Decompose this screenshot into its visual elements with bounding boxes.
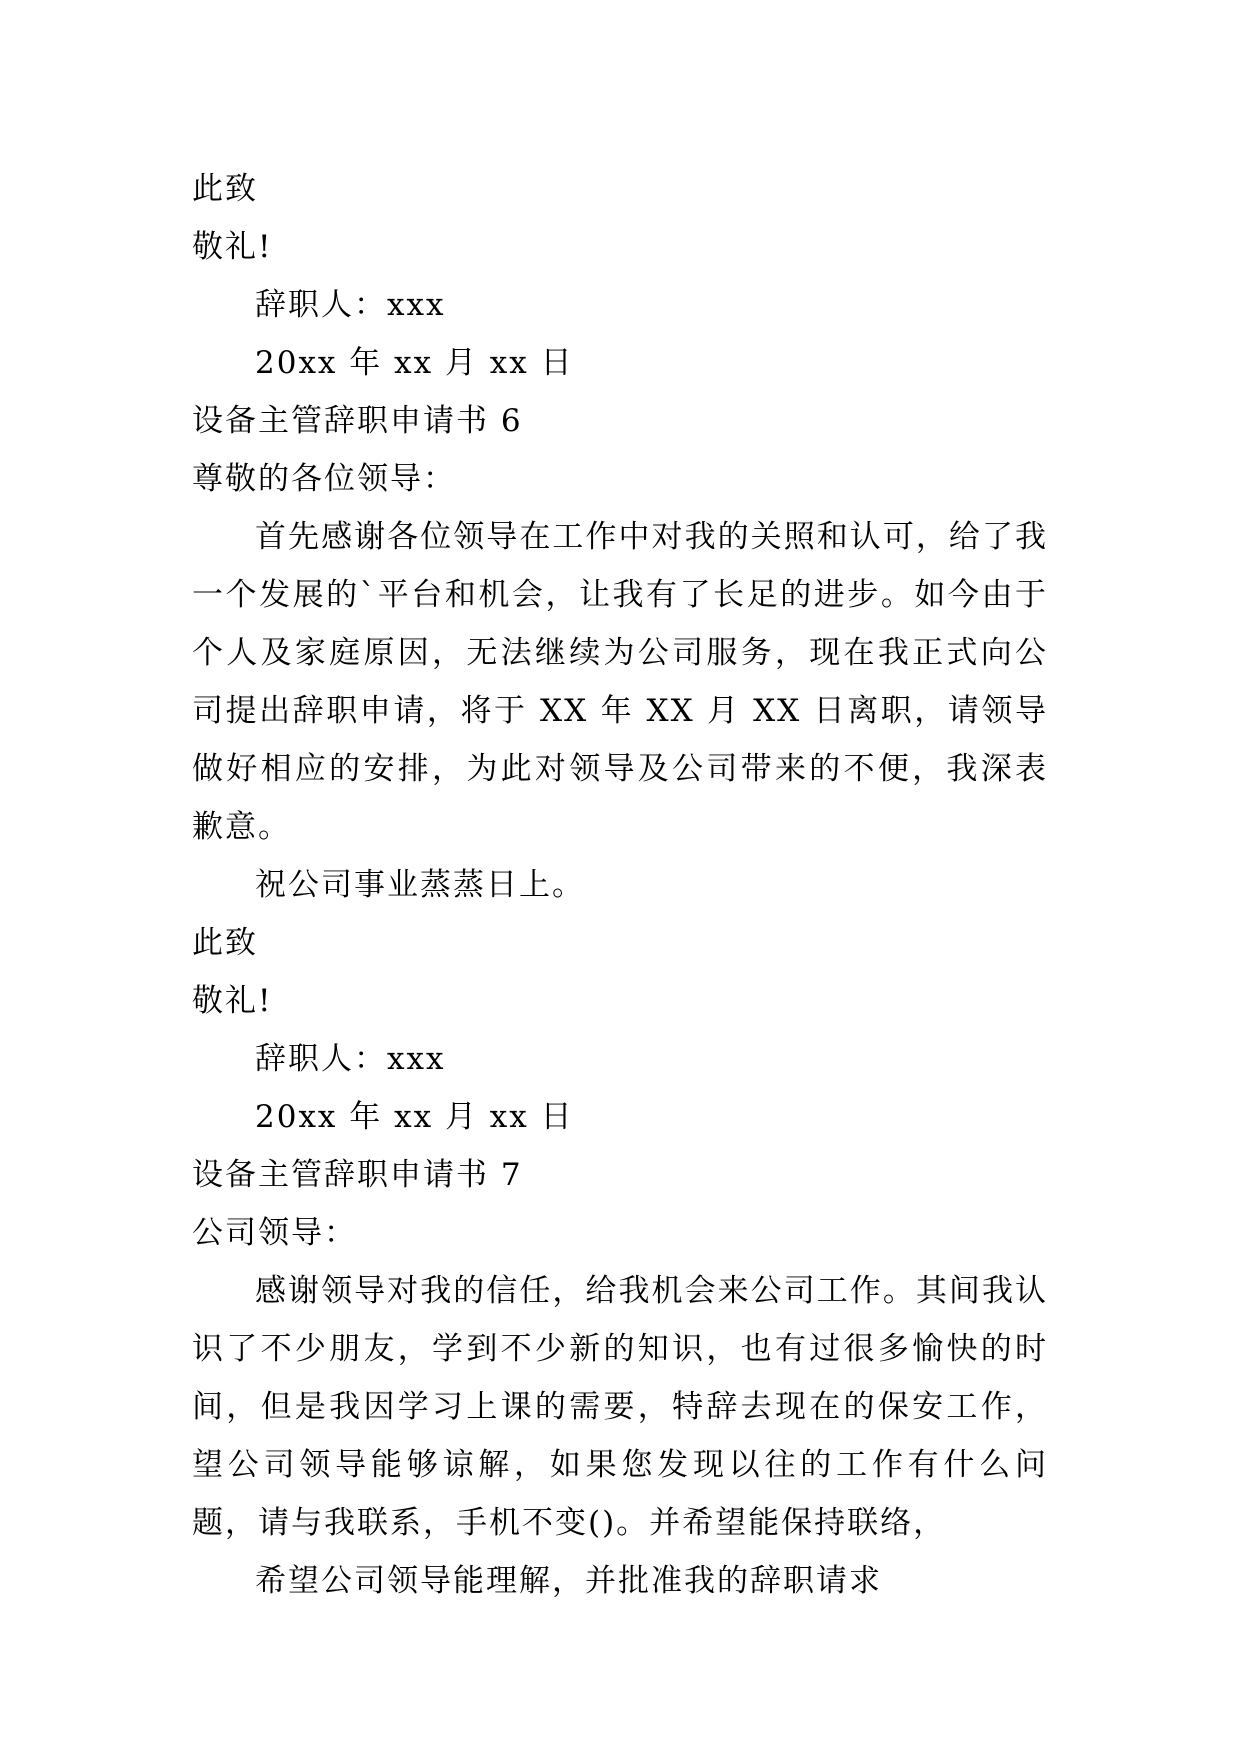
signature-date: 20xx 年 xx 月 xx 日 [255,345,574,381]
signature-resigner: 辞职人：xxx [255,287,446,323]
document-content [192,160,1048,1610]
closing-jing-li: 敬礼! [192,983,273,1019]
letter-title: 设备主管辞职申请书 6 [192,403,523,439]
signature-date: 20xx 年 xx 月 xx 日 [255,1099,574,1135]
closing-jing-li: 敬礼! [192,229,273,265]
letter-body-paragraph: 希望公司领导能理解，并批准我的辞职请求 [255,1563,882,1599]
signature-resigner: 辞职人：xxx [255,1041,446,1077]
letter-salutation: 尊敬的各位领导： [192,461,456,497]
closing-ci-zhi: 此致 [192,925,258,961]
letter-body-paragraph: 首先感谢各位领导在工作中对我的关照和认可，给了我一个发展的`平台和机会，让我有了长足的进步。如今由于个人及家庭原因，无法继续为公司服务，现在我正式向公司提出辞职申请，将于 XX 年 XX 月 XX 日离职，请领导做好相应的安排，为此对领导及公司带来的不便，我深表歉意。 [192,519,1048,845]
letter-body-paragraph: 祝公司事业蒸蒸日上。 [255,867,585,903]
closing-ci-zhi: 此致 [192,171,258,207]
letter-salutation: 公司领导： [192,1215,357,1251]
letter-body-paragraph: 感谢领导对我的信任，给我机会来公司工作。其间我认识了不少朋友，学到不少新的知识，也有过很多愉快的时间，但是我因学习上课的需要，特辞去现在的保安工作，望公司领导能够谅解，如果您发现以往的工作有什么问题，请与我联系，手机不变()。并希望能保持联络， [192,1273,1048,1541]
letter-title: 设备主管辞职申请书 7 [192,1157,523,1193]
